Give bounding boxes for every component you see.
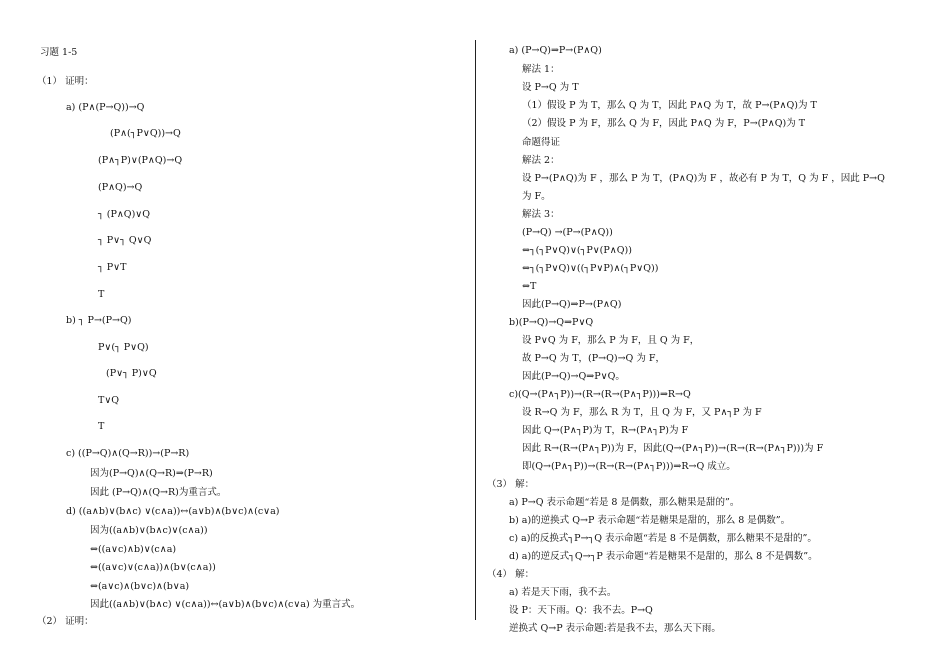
right-column-text-line: （3） 解： xyxy=(487,479,535,490)
right-column-text-line: 即(Q→(P∧┐P))→(R→(R→(P∧┐P)))⇒R→Q 成立。 xyxy=(522,461,736,472)
right-column-text-line: b)(P→Q)→Q⇒P∨Q xyxy=(509,317,594,328)
right-column-text-line: c) a)的反换式┐P→┐Q 表示命题“若是 8 不是偶数，那么糖果不是甜的”。 xyxy=(509,533,817,544)
right-column-text-line: 因此(P→Q)→Q⇒P∨Q。 xyxy=(522,371,625,382)
right-column-text-line: 因此 R→(R→(P∧┐P))为 F，因此(Q→(P∧┐P))→(R→(R→(P∧┐P)))为 F xyxy=(522,443,824,454)
left-column-text-line: 因此((a∧b)∨(b∧c) ∨(c∧a))↔(a∨b)∧(b∨c)∧(c∨a) 为重言式。 xyxy=(90,599,361,610)
left-column-text-line: P∨(┐ P∨Q) xyxy=(98,342,149,353)
left-column-text-line: 因为((a∧b)∨(b∧c)∨(c∧a)) xyxy=(90,525,208,536)
left-column-text-line: ┐ P∨┐ Q∨Q xyxy=(98,235,152,246)
left-column-text-line: 习题 1-5 xyxy=(40,47,78,58)
right-column-text-line: 设 P：天下雨。Q：我不去。P→Q xyxy=(509,605,653,616)
right-column-text-line: 设 P→(P∧Q)为 F ，那么 P 为 T，(P∧Q)为 F ，故必有 P 为 T，Q 为 F ，因此 P→Q xyxy=(522,173,885,184)
left-column-text-line: (P∧(┐P∨Q))→Q xyxy=(110,128,181,139)
right-column-text-line: 因此 Q→(P∧┐P)为 T，R→(P∧┐P)为 F xyxy=(522,425,689,436)
left-column-text-line: T xyxy=(98,289,105,300)
left-column-text-line: (P∨┐ P)∨Q xyxy=(106,368,157,379)
left-column-text-line: T xyxy=(98,421,105,432)
right-column-text-line: c)(Q→(P∧┐P))→(R→(R→(P∧┐P)))⇒R→Q xyxy=(509,389,691,400)
column-divider xyxy=(475,40,476,620)
right-column-text-line: ⇔┐(┐P∨Q)∨((┐P∨P)∧(┐P∨Q)) xyxy=(522,263,659,274)
left-column-text-line: ┐ (P∧Q)∨Q xyxy=(98,209,151,220)
right-column-text-line: 因此(P→Q)⇒P→(P∧Q) xyxy=(522,299,622,310)
left-column-text-line: T∨Q xyxy=(98,395,120,406)
left-column-text-line: (P∧┐P)∨(P∧Q)→Q xyxy=(98,155,183,166)
right-column-text-line: 为 F。 xyxy=(522,191,551,202)
left-column-text-line: 因为(P→Q)∧(Q→R)⇒(P→R) xyxy=(90,468,213,479)
right-column-text-line: a) (P→Q)⇒P→(P∧Q) xyxy=(509,45,602,56)
right-column-text-line: 设 P→Q 为 T xyxy=(522,82,579,93)
right-column-text-line: 解法 3： xyxy=(522,209,560,220)
left-column-text-line: ⇔((a∨c)∧b)∨(c∧a) xyxy=(90,544,177,555)
right-column-text-line: 设 P∨Q 为 F，那么 P 为 F，且 Q 为 F， xyxy=(522,335,700,346)
right-column-text-line: a) P→Q 表示命题“若是 8 是偶数，那么糖果是甜的”。 xyxy=(509,497,740,508)
left-column-text-line: d) ((a∧b)∨(b∧c) ∨(c∧a))↔(a∨b)∧(b∨c)∧(c∨a) xyxy=(66,506,280,517)
right-column-text-line: 解法 1： xyxy=(522,64,560,75)
right-column-text-line: 设 R→Q 为 F，那么 R 为 T，且 Q 为 F，又 P∧┐P 为 F xyxy=(522,407,762,418)
right-column-text-line: ⇔T xyxy=(522,281,537,292)
left-column-text-line: 因此 (P→Q)∧(Q→R)为重言式。 xyxy=(90,487,227,498)
left-column-text-line: （1） 证明： xyxy=(37,76,94,87)
right-column-text-line: (P→Q) →(P→(P∧Q)) xyxy=(522,227,613,238)
left-column-text-line: a) (P∧(P→Q))→Q xyxy=(66,102,145,113)
right-column-text-line: （1）假设 P 为 T，那么 Q 为 T，因此 P∧Q 为 T，故 P→(P∧Q)为 T xyxy=(522,100,817,111)
left-column-text-line: c) ((P→Q)∧(Q→R))→(P→R) xyxy=(66,448,190,459)
left-column-text-line: b) ┐ P→(P→Q) xyxy=(66,315,132,326)
left-column-text-line: ┐ P∨T xyxy=(98,262,127,273)
right-column-text-line: a) 若是天下雨，我不去。 xyxy=(509,587,617,598)
right-column-text-line: 解法 2： xyxy=(522,155,560,166)
right-column-text-line: （2）假设 P 为 F，那么 Q 为 F，因此 P∧Q 为 F，P→(P∧Q)为 T xyxy=(522,118,806,129)
right-column-text-line: d) a)的逆反式┐Q→┐P 表示命题“若是糖果不是甜的，那么 8 不是偶数”。 xyxy=(509,551,818,562)
left-column-text-line: ⇔((a∨c)∨(c∧a))∧(b∨(c∧a)) xyxy=(90,562,216,573)
left-column-text-line: （2） 证明： xyxy=(37,616,94,627)
left-column-text-line: ⇔(a∨c)∧(b∨c)∧(b∨a) xyxy=(90,581,190,592)
right-column-text-line: ⇔┐(┐P∨Q)∨(┐P∨(P∧Q)) xyxy=(522,245,632,256)
right-column-text-line: 逆换式 Q→P 表示命题:若是我不去，那么天下雨。 xyxy=(509,623,721,634)
right-column-text-line: b) a)的逆换式 Q→P 表示命题“若是糖果是甜的，那么 8 是偶数”。 xyxy=(509,515,791,526)
left-column-text-line: (P∧Q)→Q xyxy=(98,182,143,193)
right-column-text-line: 命题得证 xyxy=(522,137,561,148)
right-column-text-line: 故 P→Q 为 T，(P→Q)→Q 为 F， xyxy=(522,353,665,364)
right-column-text-line: （4） 解： xyxy=(487,569,535,580)
